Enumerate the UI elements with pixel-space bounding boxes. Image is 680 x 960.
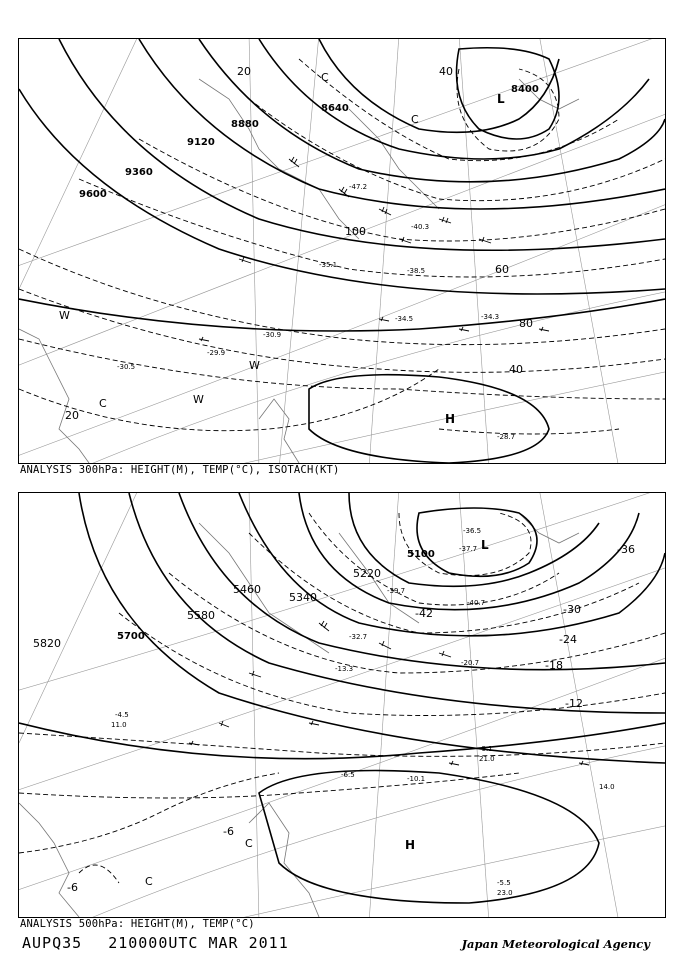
isotach-label-20-b: 20 (65, 409, 79, 422)
low-center-300: L (497, 92, 505, 106)
station-label: -13.3 (335, 665, 354, 673)
station-label: -39.7 (387, 587, 406, 595)
station-label: 14.0 (599, 783, 615, 791)
isotach-label-80: 80 (519, 317, 533, 330)
height-label-5100: 5100 (407, 549, 435, 560)
map-500hpa-svg (19, 493, 665, 917)
temp-label: -35.1 (319, 261, 338, 269)
temp-label: -29.9 (207, 349, 226, 357)
height-label-8400: 8400 (511, 84, 539, 95)
station-label: -5.5 (497, 879, 511, 887)
map-500hpa (18, 492, 666, 918)
temp-label: -34.3 (481, 313, 500, 321)
station-label: -32.7 (349, 633, 368, 641)
station-label: -10.1 (407, 775, 426, 783)
height-label-5340: 5340 (289, 591, 317, 604)
map-300hpa-svg (19, 39, 665, 463)
station-label: -36.5 (463, 527, 482, 535)
temp-contour-label--24: -24 (559, 633, 577, 646)
temp-label: -30.9 (263, 331, 282, 339)
temp-label: -30.5 (117, 363, 136, 371)
high-center-500: H (405, 838, 416, 852)
height-label-9600: 9600 (79, 189, 107, 200)
cold-mark-1: C (245, 837, 253, 850)
cold-mark-2: C (145, 875, 153, 888)
isotach-label-40: 40 (439, 65, 453, 78)
low-center-500: L (481, 538, 489, 552)
warm-mark-2: W (249, 359, 260, 372)
height-label-5580: 5580 (187, 609, 215, 622)
temp-label: -38.5 (407, 267, 426, 275)
temp-contour-label--30: -30 (563, 603, 581, 616)
station-label: -40.7 (467, 599, 486, 607)
temp-label: -40.3 (411, 223, 430, 231)
caption-300hpa: ANALYSIS 300hPa: HEIGHT(M), TEMP(°C), ISOTACH(KT) (20, 464, 340, 476)
high-center-300: H (445, 412, 456, 426)
height-label-8640: 8640 (321, 103, 349, 114)
temp-label: -28.7 (497, 433, 516, 441)
station-label: -20.7 (461, 659, 480, 667)
height-label-8880: 8880 (231, 119, 259, 130)
cold-mark-1: C (99, 397, 107, 410)
height-label-5700: 5700 (117, 631, 145, 642)
warm-mark-1: W (59, 309, 70, 322)
cold-mark-2: C (321, 71, 329, 84)
caption-500hpa: ANALYSIS 500hPa: HEIGHT(M), TEMP(°C) (20, 918, 255, 930)
valid-time: 210000UTC MAR 2011 (108, 934, 289, 952)
warm-mark-3: W (193, 393, 204, 406)
station-label: -6.5 (341, 771, 355, 779)
station-label: -37.7 (459, 545, 478, 553)
temp-contour-label--42: -42 (415, 607, 433, 620)
isotach-label-100: 100 (345, 225, 366, 238)
station-label: -9.1 (479, 745, 493, 753)
station-label: 21.0 (479, 755, 495, 763)
cold-mark-3: C (411, 113, 419, 126)
height-label-9120: 9120 (187, 137, 215, 148)
isotach-label-60: 60 (495, 263, 509, 276)
height-label-5220: 5220 (353, 567, 381, 580)
height-label-5820: 5820 (33, 637, 61, 650)
temp-contour-label--6: -6 (223, 825, 234, 838)
station-label: 11.0 (111, 721, 127, 729)
isotach-label-40-b: 40 (509, 363, 523, 376)
agency-name: Japan Meteorological Agency (461, 937, 650, 951)
height-label-9360: 9360 (125, 167, 153, 178)
temp-contour-label--36: -36 (617, 543, 635, 556)
temp-contour-label--12: -12 (565, 697, 583, 710)
chart-code: AUPQ35 (22, 934, 83, 952)
map-300hpa (18, 38, 666, 464)
station-label: -4.5 (115, 711, 129, 719)
temp-label: -34.5 (395, 315, 414, 323)
isotach-label-20: 20 (237, 65, 251, 78)
temp-contour-label--6-b: -6 (67, 881, 78, 894)
station-label: 23.0 (497, 889, 513, 897)
temp-contour-label--18: -18 (545, 659, 563, 672)
chart-identifier (22, 934, 315, 952)
temp-label: -47.2 (349, 183, 368, 191)
height-label-5460: 5460 (233, 583, 261, 596)
